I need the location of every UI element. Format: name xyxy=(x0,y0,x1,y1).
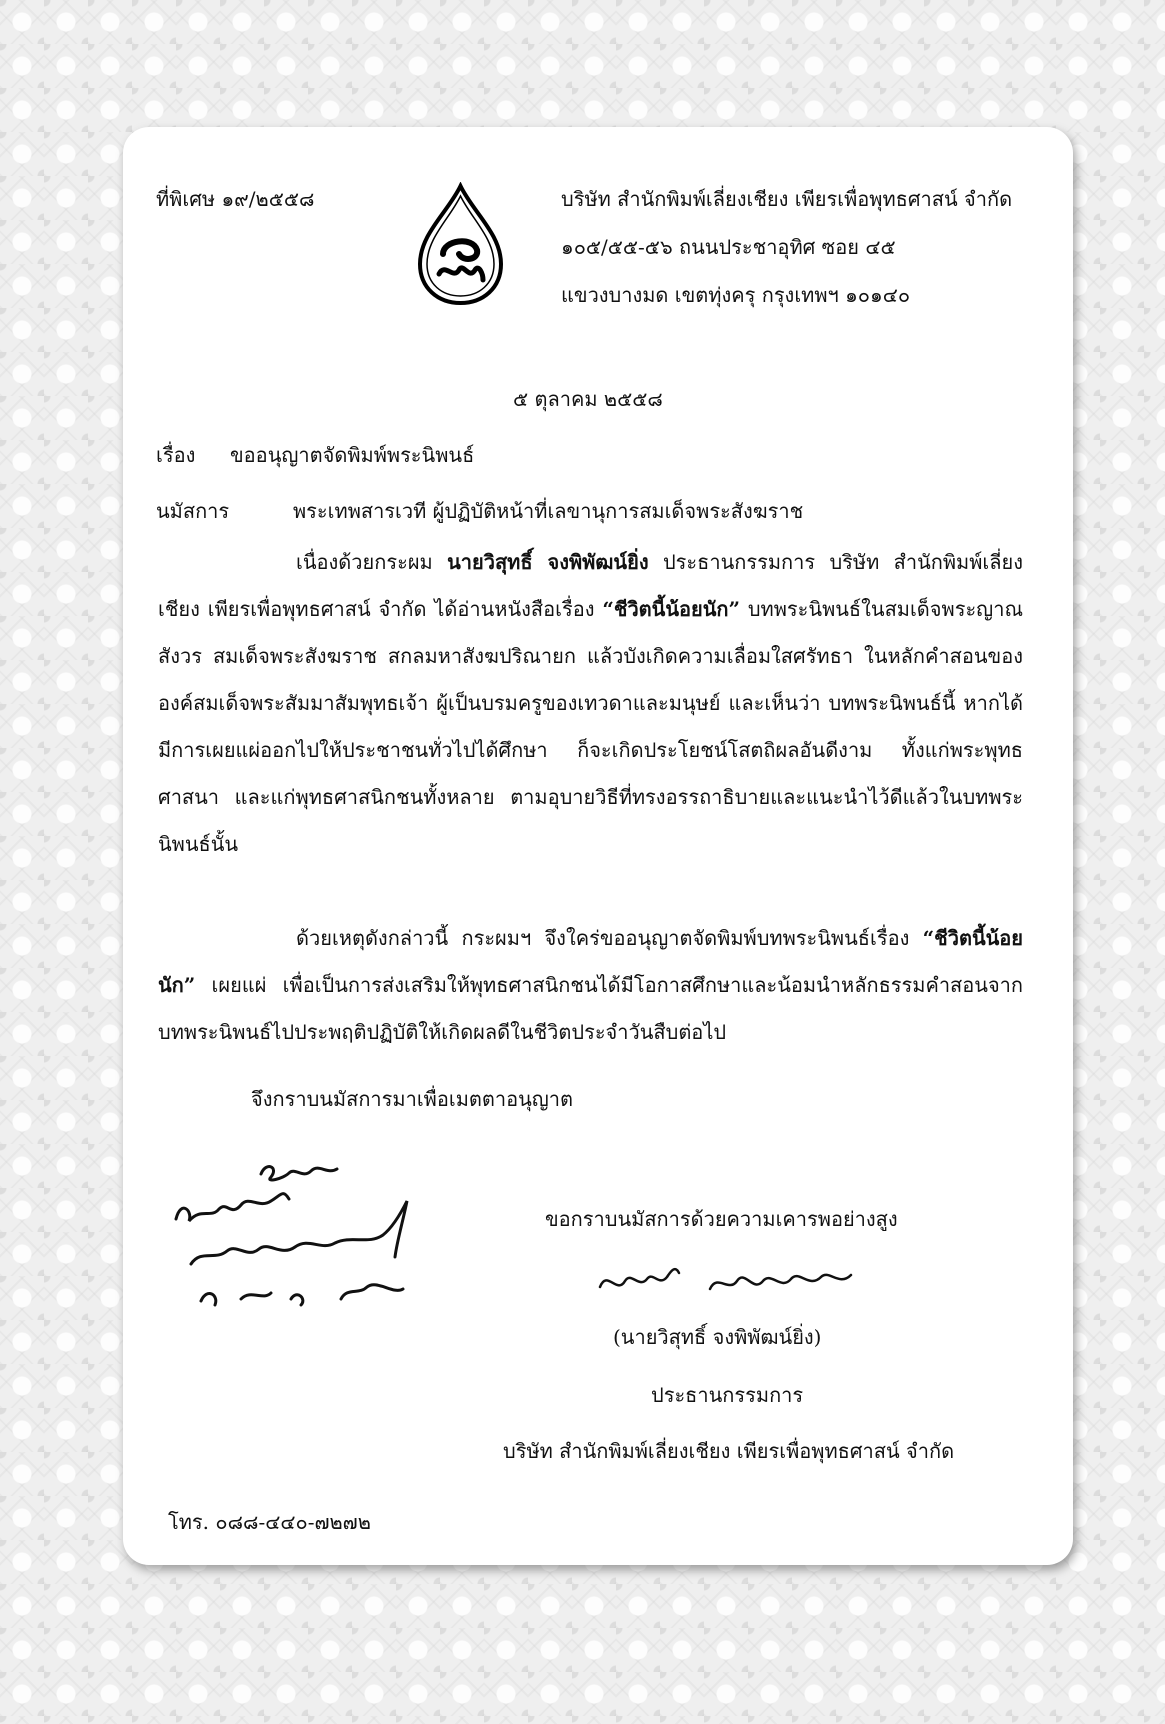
signature-text: วิสุทธิ์ จงพิพัฒน์ยิ่ง xyxy=(600,1287,608,1288)
signer-name: (นายวิสุทธิ์ จงพิพัฒน์ยิ่ง) xyxy=(613,1325,822,1349)
approval-line-1: อนุญาต xyxy=(261,1187,265,1188)
subject-text: ขออนุญาตจัดพิมพ์พระนิพนธ์ xyxy=(230,443,475,467)
body-paragraph-2 xyxy=(158,915,1023,1056)
p1-text-a: ประธานกรรมการ บริษัท สำนักพิมพ์เลี่ยงเชียง เพียรเพื่อพุทธศาสน์ จำกัด ได้อ่านหนังสือเรื่อง xyxy=(158,550,1024,621)
signer-company: บริษัท สำนักพิมพ์เลี่ยงเชียง เพียรเพื่อพุทธศาสน์ จำกัด xyxy=(503,1439,955,1463)
p1-name: นายวิสุทธิ์ จงพิพัฒน์ยิ่ง xyxy=(447,550,649,574)
signer-signature xyxy=(595,1259,865,1309)
approval-line-2: ให้ไว้ xyxy=(176,1219,179,1220)
signer-title: ประธานกรรมการ xyxy=(651,1383,804,1407)
phone-number: โทร. ๐๘๘-๔๔๐-๗๒๗๒ xyxy=(168,1510,371,1534)
company-address-line-1: บริษัท สำนักพิมพ์เลี่ยงเชียง เพียรเพื่อพุทธศาสน์ จำกัด xyxy=(561,187,1013,211)
salutation-label: นมัสการ xyxy=(156,499,230,523)
company-address-line-2: ๑๐๕/๕๕-๕๖ ถนนประชาอุทิศ ซอย ๔๕ xyxy=(561,235,896,259)
company-address-line-3: แขวงบางมด เขตทุ่งครุ กรุงเทพฯ ๑๐๑๔๐ xyxy=(561,283,911,307)
p2-book-title: “ชีวิตนี้น้อยนัก” xyxy=(158,926,1024,997)
body-paragraph-1 xyxy=(158,539,1023,868)
request-closing: จึงกราบนมัสการมาเพื่อเมตตาอนุญาต xyxy=(251,1087,574,1111)
approval-line-4: ๕ ต.ค. ๕๘ xyxy=(201,1301,206,1302)
closing-regards: ขอกราบนมัสการด้วยความเคารพอย่างสูง xyxy=(545,1207,898,1231)
letter-date: ๕ ตุลาคม ๒๕๕๘ xyxy=(513,387,663,411)
p1-text-b: บทพระนิพนธ์ในสมเด็จพระญาณสังวร สมเด็จพระสังฆราช สกลมหาสังฆปริณายก แล้วบังเกิดความเลื่อมใสศรัทธา ในหลักคำสอนขององค์สมเด็จพระสัมมาสัมพุทธเจ้า ผู้เป็นบรมครูของเทวดาและมนุษย์ และเห็นว่า บทพระนิพนธ์นี้ หากได้มีการเผยแผ่ออกไปให้ประชาชนทั่วไปได้ศึกษา ก็จะเกิดประโยชน์โสตถิผลอันดีงาม ทั้งแก่พระพุทธศาสนา และแก่พุทธศาสนิกชนทั้งหลาย ตามอุบายวิธีที่ทรงอรรถาธิบายและแนะนำไว้ดีแล้วในบทพระนิพนธ์นั้น xyxy=(158,597,1024,856)
p1-intro: เนื่องด้วยกระผม xyxy=(296,550,433,574)
p2-text-b: เผยแผ่ เพื่อเป็นการส่งเสริมให้พุทธศาสนิกชนได้มีโอกาสศึกษาและน้อมนำหลักธรรมคำสอนจากบทพระนิพนธ์ไปประพฤติปฏิบัติให้เกิดผลดีในชีวิตประจำวันสืบต่อไป xyxy=(158,973,1024,1044)
reference-number: ที่พิเศษ ๑๙/๒๕๕๘ xyxy=(156,187,315,211)
salutation-text: พระเทพสารเวที ผู้ปฏิบัติหน้าที่เลขานุการสมเด็จพระสังฆราช xyxy=(293,499,804,523)
subject-label: เรื่อง xyxy=(156,443,196,467)
handwritten-approval xyxy=(171,1149,431,1319)
p2-text-a: ด้วยเหตุดังกล่าวนี้ กระผมฯ จึงใคร่ขออนุญาตจัดพิมพ์บทพระนิพนธ์เรื่อง xyxy=(296,926,910,950)
approval-line-3: พระเทพสารเวที xyxy=(191,1264,198,1265)
p1-book-title: “ชีวิตนี้น้อยนัก” xyxy=(602,597,741,621)
letter-sheet xyxy=(123,127,1073,1565)
company-seal xyxy=(413,182,508,307)
